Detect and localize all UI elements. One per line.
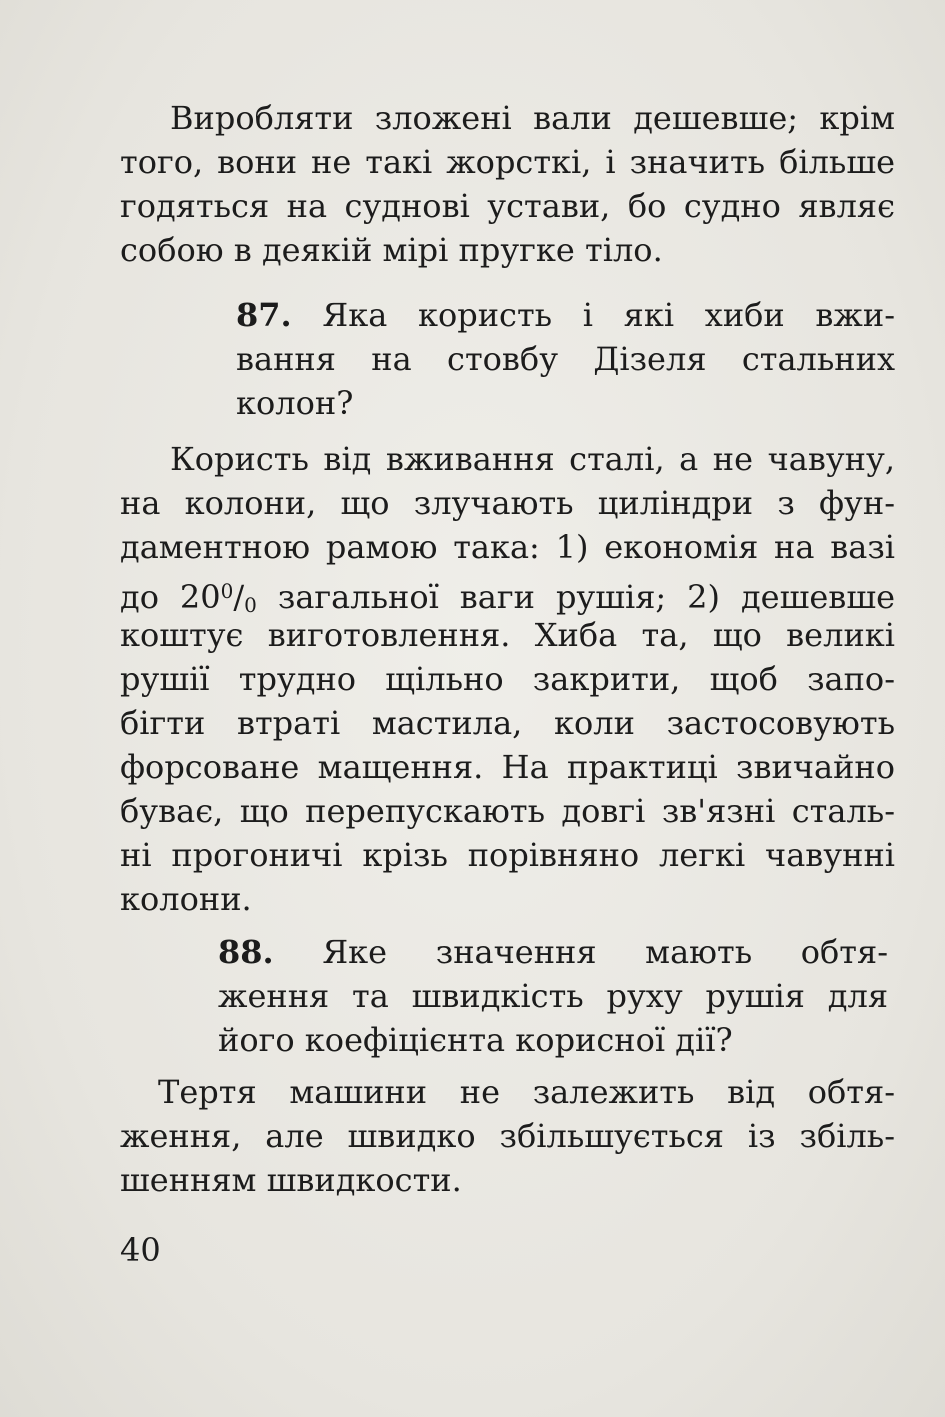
text-line: бігти втраті мастила, коли застосовують <box>120 704 895 742</box>
text-line: годяться на суднові устави, бо судно являє <box>120 187 895 225</box>
question-text: Яка користь і які хиби вжи- <box>322 296 896 334</box>
percent-sub: 0 <box>244 593 257 617</box>
paragraph-1 <box>120 96 895 272</box>
text-line: того, вони не такі жорсткі, і значить більше <box>120 143 895 181</box>
text-line: буває, що перепускають довгі зв'язні сталь- <box>120 792 895 830</box>
question-line: його коефіцієнта корисної дії? <box>218 1021 733 1059</box>
text-line: ження, але швидко збільшується із збіль- <box>120 1117 895 1155</box>
question-line <box>218 930 888 974</box>
percent-sup: 0 <box>220 579 234 603</box>
text-line: форсоване мащення. На практиці звичайно <box>120 748 895 786</box>
question-line: вання на стовбу Дізеля стальних <box>236 340 895 378</box>
text-line: Користь від вживання сталі, а не чавуну, <box>170 440 895 478</box>
text-line <box>120 569 896 617</box>
question-line: колон? <box>236 384 354 422</box>
page-number: 40 <box>120 1231 161 1269</box>
text-line: собою в деякій мірі пругке тіло. <box>120 231 663 269</box>
question-line: ження та швидкість руху рушія для <box>218 977 888 1015</box>
percent-slash: / <box>233 578 245 616</box>
text-line: рушії трудно щільно закрити, щоб запо- <box>120 660 895 698</box>
question-line <box>236 293 895 337</box>
text-line: шенням швидкости. <box>120 1161 462 1199</box>
text-line: даментною рамою така: 1) економія на вазі <box>120 528 895 566</box>
text-line: колони. <box>120 880 252 918</box>
question-88 <box>218 930 888 1062</box>
question-number: 88. <box>218 933 274 971</box>
text-line: Тертя машини не залежить від обтя- <box>158 1073 895 1111</box>
paragraph-2 <box>120 437 895 921</box>
paragraph-3 <box>120 1070 895 1202</box>
question-text: Яке значення мають обтя- <box>322 933 888 971</box>
question-87 <box>236 293 895 425</box>
percent-prefix: до 20 <box>120 578 221 616</box>
text-line: Виробляти зложені вали дешевше; крім <box>170 99 895 137</box>
question-number: 87. <box>236 296 292 334</box>
text-line-rest: загальної ваги рушія; 2) дешевше <box>277 578 896 616</box>
text-line: коштує виготовлення. Хиба та, що великі <box>120 616 895 654</box>
text-line: ні прогоничі крізь порівняно легкі чавунні <box>120 836 895 874</box>
text-line: на колони, що злучають циліндри з фун- <box>120 484 895 522</box>
